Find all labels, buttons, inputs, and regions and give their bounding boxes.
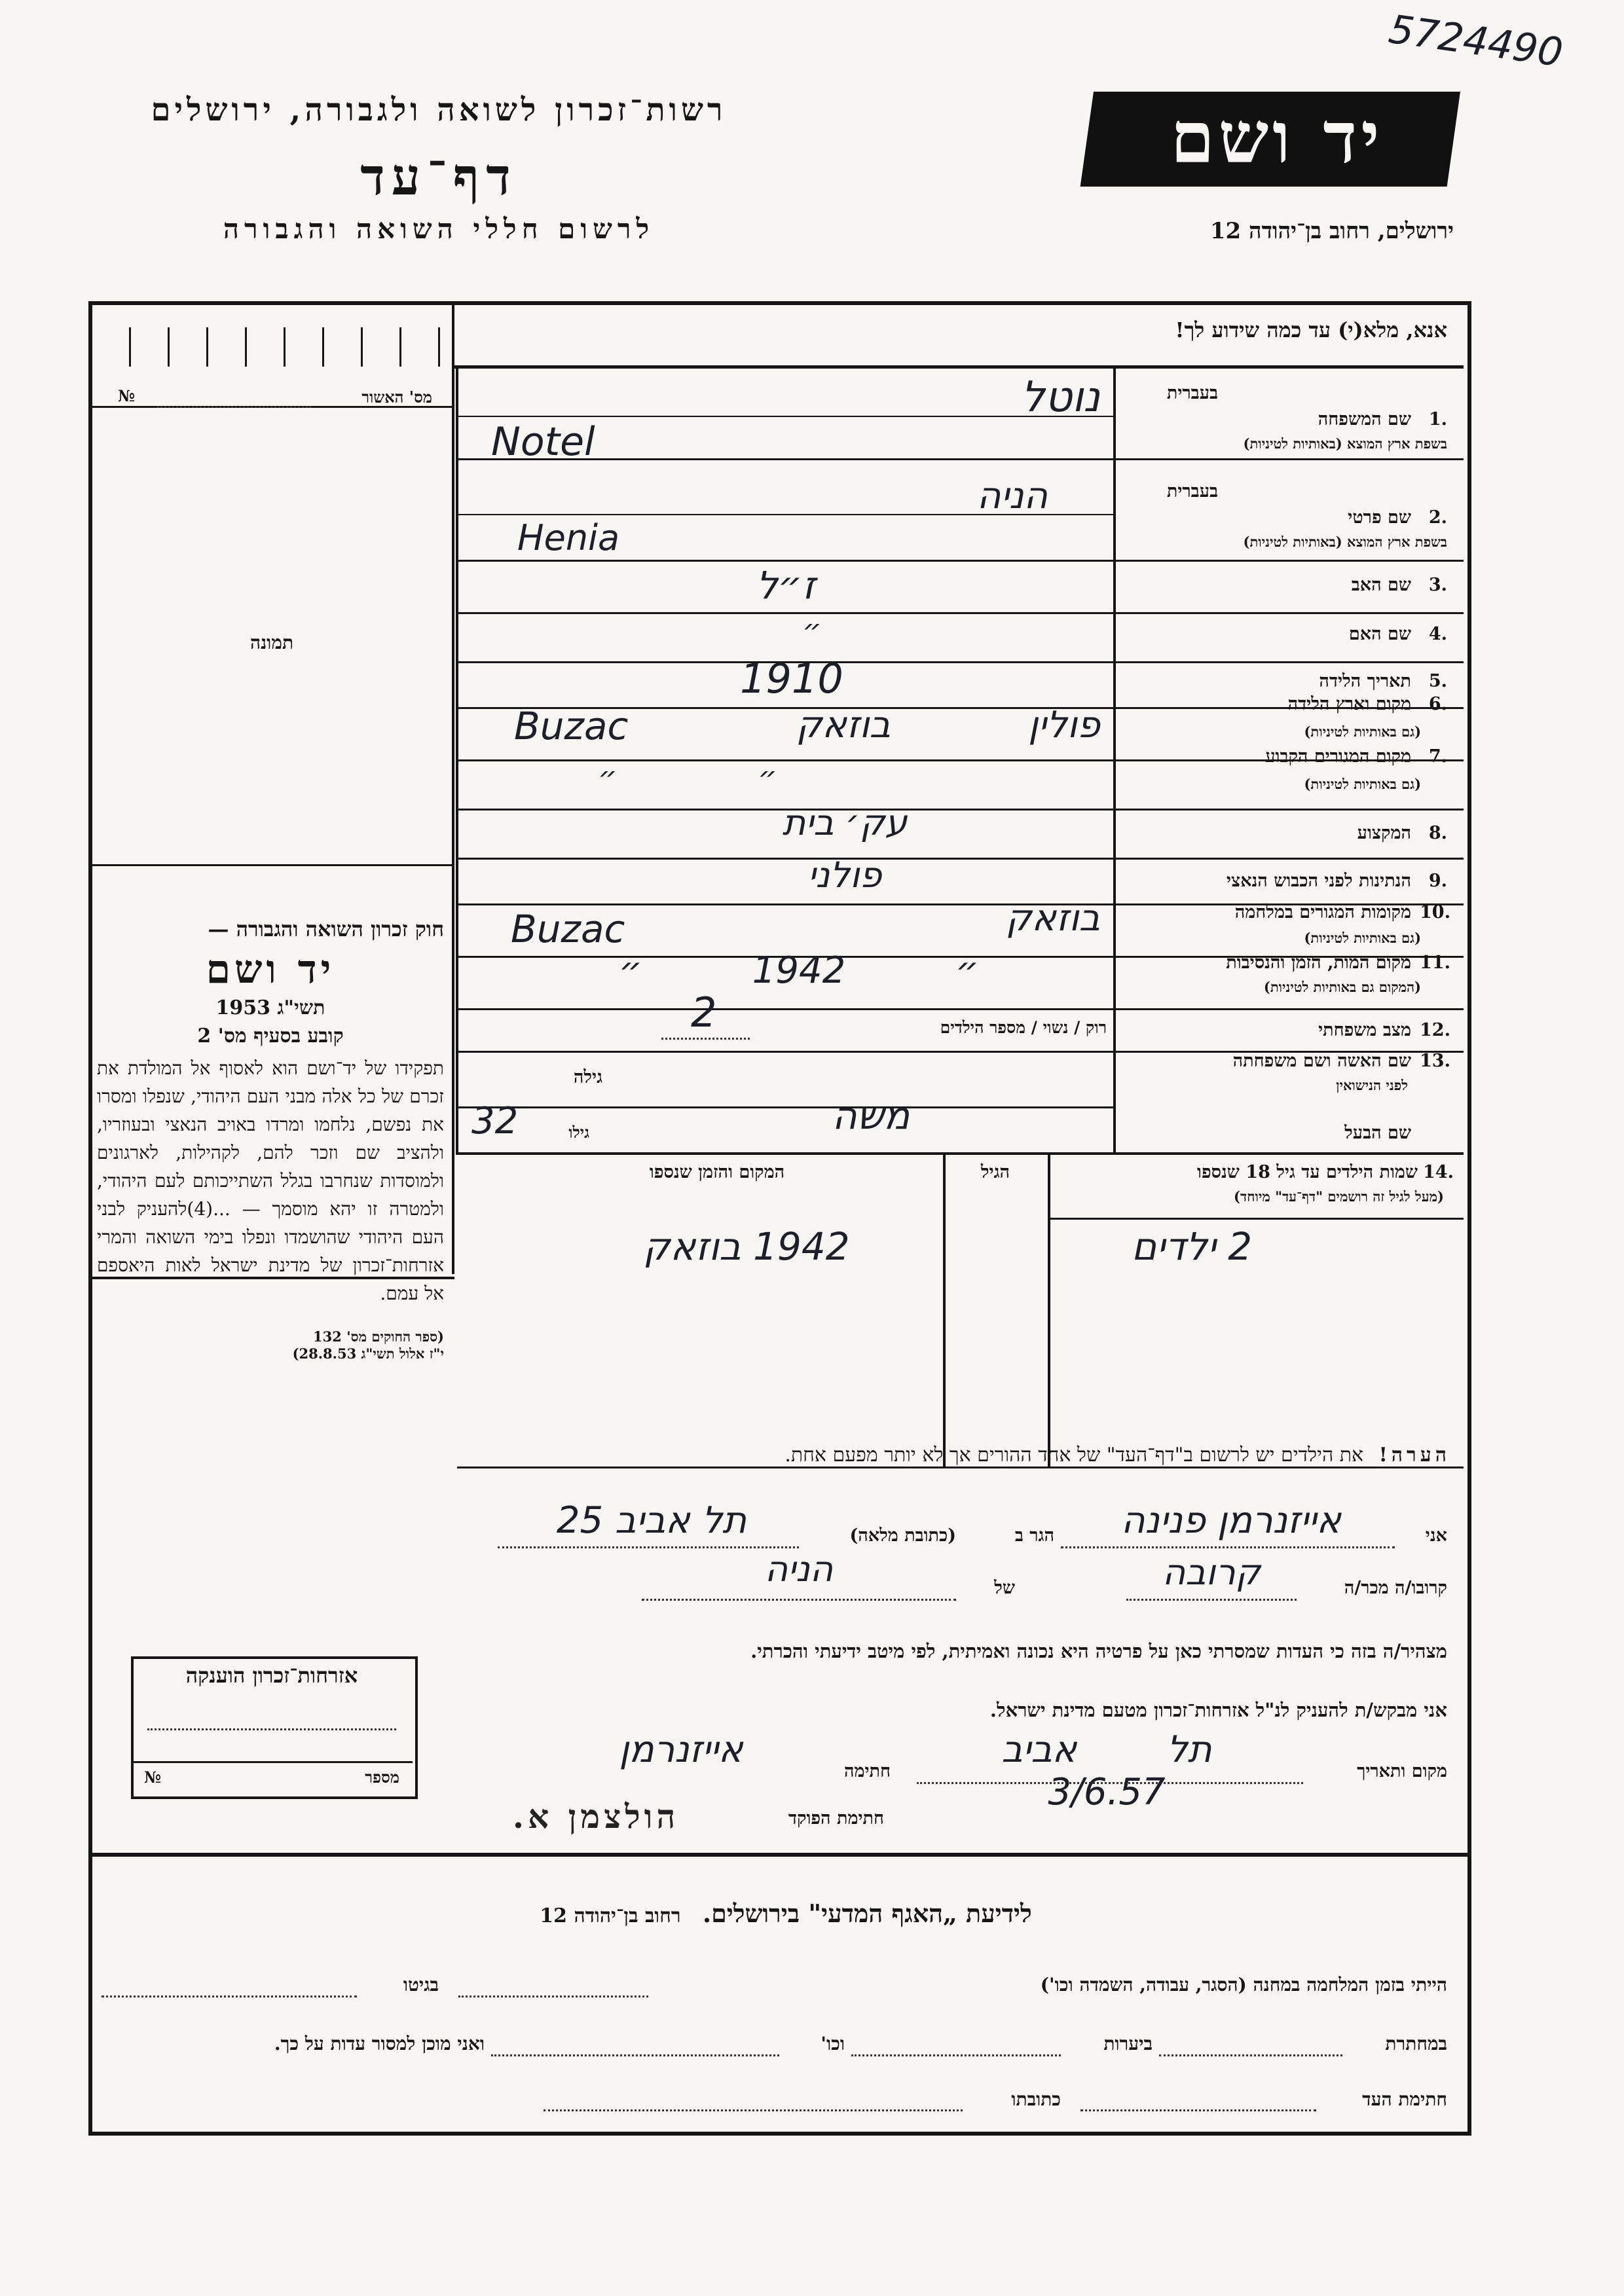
husband-name-value: משה: [832, 1093, 910, 1138]
decl-statement: מצהיר/ה בזה כי העדות שמסרתי כאן על פרטיה היא נכונה ואמיתית, לפי מיטב ידיעתי והכרתי.: [750, 1640, 1447, 1662]
decl-signature-value: אייזנרמן: [619, 1728, 743, 1771]
field-4-value: ״: [802, 612, 822, 647]
field-1-sub: בשפת ארץ המוצא (באותיות לטיניות): [1243, 435, 1447, 452]
decl-ani: אני: [1425, 1525, 1447, 1546]
children-names-value: 2 ילדים: [1131, 1224, 1253, 1269]
field-5-num: 5.: [1428, 671, 1447, 691]
footer-line2d: ואני מוכן למסור עדות על כך.: [274, 2033, 485, 2054]
field-12-value: 2: [691, 989, 717, 1036]
husband-label: שם הבעל: [1344, 1123, 1411, 1143]
decl-signature-label: חתימה: [843, 1761, 891, 1781]
field-1-num: 1.: [1428, 409, 1447, 429]
field-5-value: 1910: [740, 655, 843, 702]
footer-line2c: וכו': [821, 2033, 845, 2054]
field-2-latin-value: Henia: [517, 517, 620, 558]
org-line: רשות־זכרון לשואה ולגבורה, ירושלים: [151, 92, 727, 128]
field-7-label: מקום המגורים הקבוע: [1265, 746, 1411, 767]
field-8-num: 8.: [1428, 823, 1447, 843]
footer-address: רחוב בן־יהודה 12: [540, 1904, 681, 1927]
field-10-value-latin: Buzac: [511, 907, 625, 951]
field-2-num: 2.: [1428, 507, 1447, 528]
archive-number: 5724490: [1386, 6, 1566, 77]
field-7-num: 7.: [1428, 746, 1447, 767]
field-6-num: 6.: [1428, 694, 1447, 714]
footer-line3a: חתימת העד: [1362, 2088, 1447, 2110]
instruction: אנא, מלא(י) עד כמה שידוע לך!: [1175, 318, 1447, 342]
field-6-sub: (גם באותיות לטיניות): [1304, 723, 1421, 740]
decl-request: אני מבקש/ת להעניק לנ"ל אזרחות־זכרון מטעם מדינת ישראל.: [989, 1699, 1447, 1721]
field-13-num: 13.: [1420, 1051, 1450, 1071]
logo-text: יד ושם: [1170, 97, 1384, 179]
footer-ghetto: בגיטו: [403, 1974, 439, 1995]
field-1-label: שם המשפחה: [1318, 409, 1411, 429]
decl-officer-stamp: הולצמן א.: [512, 1797, 680, 1836]
footer-line1: הייתי בזמן המלחמה במחנה (הסגר, עבודה, השמדה וכו'): [1040, 1974, 1447, 1995]
approval-label: מס' האשור: [361, 388, 432, 407]
footer-line3b: כתובתו: [1011, 2088, 1061, 2110]
decl-of-value: הניה: [764, 1548, 834, 1590]
decl-relation-value: קרובה: [1162, 1552, 1261, 1593]
footer-title: [393, 1899, 1179, 1929]
field-9-num: 9.: [1428, 871, 1447, 891]
field-4-num: 4.: [1428, 624, 1447, 644]
field-12-label: מצב משפחתי: [1318, 1020, 1411, 1040]
law-title: חוק זכרון השואה והגבורה —: [208, 917, 444, 941]
field-5-label: תאריך הלידה: [1319, 671, 1411, 691]
form-subtitle: לרשום חללי השואה והגבורה: [223, 213, 655, 245]
children-label: שמות הילדים עד גיל 18 שנספו: [1197, 1162, 1418, 1182]
field-11-sub: (המקום גם באותיות לטיניות): [1263, 979, 1421, 995]
citizenship-number-label: מספר: [365, 1768, 399, 1787]
decl-place-date-label: מקום ותאריך: [1357, 1761, 1447, 1781]
decl-relative-label: קרובו/ה מכר/ה: [1344, 1578, 1447, 1598]
field-8-value: עק׳ בית: [782, 802, 908, 843]
field-7-value: ״ ״: [598, 759, 777, 795]
law-year: תשי"ג 1953: [215, 996, 325, 1019]
footer-line2a: במחתרת: [1385, 2033, 1447, 2054]
citizenship-title: אזרחות־זכרון הוענקה: [185, 1663, 358, 1688]
children-age-header: הגיל: [980, 1162, 1010, 1182]
field-6-label: מקום וארץ הלידה: [1287, 694, 1411, 714]
citizenship-no: №: [144, 1768, 162, 1787]
husband-age-value: 32: [471, 1100, 519, 1142]
field-6-value-city: בוזאק: [796, 704, 891, 746]
field-2-heb-value: הניה: [976, 475, 1048, 517]
law-ref1: (ספר החוקים מס' 132: [313, 1328, 444, 1345]
field-2-label: שם פרטי: [1348, 507, 1411, 528]
address: ירושלים, רחוב בן־יהודה 12: [1209, 218, 1454, 244]
decl-name-value: אייזנרמן פנינה: [1121, 1499, 1341, 1542]
decl-address-label: (כתובת מלאה): [849, 1525, 956, 1546]
decl-officer-label: חתימת הפוקד: [788, 1808, 884, 1829]
field-1-latin-value: Notel: [491, 419, 595, 465]
law-text: תפקידו של יד־ושם הוא לאסוף אל המולדת את זכרם של כל אלה מבני העם היהודי, שנפלו ומסרו את נפשם, נלחמו ומרדו באויב הנאצי ובעוזריו, ולהציב שם וזכר להם, לקהילות, לארגונים ולמוסדות שנחרבו בגלל השתייכותם לעם היהודי, ולמטרה זו יהא מוסמך — ...(4)להעניק לבני העם היהודי שהושמדו ונפלו בימי השואה והמרי אזרחות־זכרון של מדינת ישראל לאות היאספם אל עמם.: [97, 1057, 444, 1304]
children-sub: (מעל לגיל זה רושמים "דף־עד" מיוחד): [1234, 1188, 1444, 1205]
field-3-label: שם האב: [1351, 575, 1411, 595]
ticks: [92, 327, 452, 367]
field-7-sub: (גם באותיות לטיניות): [1304, 776, 1421, 792]
field-10-num: 10.: [1420, 902, 1450, 922]
note-label: הערה!: [1378, 1444, 1450, 1467]
law-name: יד ושם: [206, 947, 335, 993]
field-1-heb-value: נוטל: [1021, 373, 1100, 422]
field-6-value-heb: פולין: [1028, 704, 1100, 746]
footer-title-text: לידיעת „האגף המדעי" בירושלים.: [702, 1899, 1032, 1928]
field-11-label: מקום המות, הזמן והנסיבות: [1226, 953, 1411, 973]
field-9-value: פולני: [807, 854, 882, 896]
field-6-value-latin: Buzac: [514, 704, 629, 748]
decl-resides: הגר ב: [1014, 1525, 1054, 1546]
wife-age-label: גילה: [573, 1067, 602, 1087]
field-1-heb-label: בעברית: [1166, 383, 1218, 403]
field-11-value: ״ 1942 ״: [618, 949, 980, 992]
note-text: את הילדים יש לרשום ב"דף־העד" של אחד ההורים אך לא יותר מפעם אחת.: [784, 1444, 1364, 1467]
field-9-label: הנתינות לפני הכבוש הנאצי: [1226, 871, 1411, 891]
field-11-num: 11.: [1420, 953, 1450, 973]
field-13-label: שם האשה ושם משפחתה: [1232, 1051, 1411, 1071]
field-2-sub: בשפת ארץ המוצא (באותיות לטיניות): [1243, 534, 1447, 550]
photo-label: תמונה: [249, 632, 294, 653]
footer-divider: [88, 1853, 1467, 1857]
field-4-label: שם האם: [1348, 624, 1411, 644]
field-10-label: מקומות המגורים במלחמה: [1234, 902, 1411, 922]
law-box: [97, 917, 444, 1362]
children-place-value: 1942 בוזאק: [643, 1224, 850, 1269]
law-ref2: י"ז אלול תשי"ג 28.8.53): [292, 1345, 444, 1362]
children-num: 14.: [1423, 1162, 1454, 1182]
children-place-header: המקום והזמן שנספו: [649, 1162, 785, 1182]
law-clause: קובע בסעיף מס' 2: [197, 1025, 344, 1048]
approval-no: №: [118, 386, 136, 405]
field-12-num: 12.: [1420, 1020, 1450, 1040]
husband-age-label: גילו: [568, 1123, 589, 1142]
decl-of: של: [994, 1578, 1015, 1598]
field-13-sub: לפני הנישואין: [1336, 1077, 1408, 1093]
decl-place-date-value: תל אביב 3/6.57: [1001, 1728, 1212, 1813]
field-3-value: ז״ל: [756, 563, 816, 608]
decl-address-value: תל אביב 25: [556, 1499, 747, 1542]
field-10-value-heb: בוזאק: [1005, 897, 1100, 939]
footer-line2b: ביערות: [1103, 2033, 1153, 2054]
field-3-num: 3.: [1428, 575, 1447, 595]
field-10-sub: (גם באותיות לטיניות): [1304, 930, 1421, 946]
note: [465, 1444, 1450, 1467]
field-8-label: המקצוע: [1357, 823, 1411, 843]
form-title: דף־עד: [360, 147, 517, 207]
marital-status-options: רוק / נשוי / מספר הילדים: [940, 1018, 1107, 1037]
field-2-heb-label: בעברית: [1166, 481, 1218, 501]
